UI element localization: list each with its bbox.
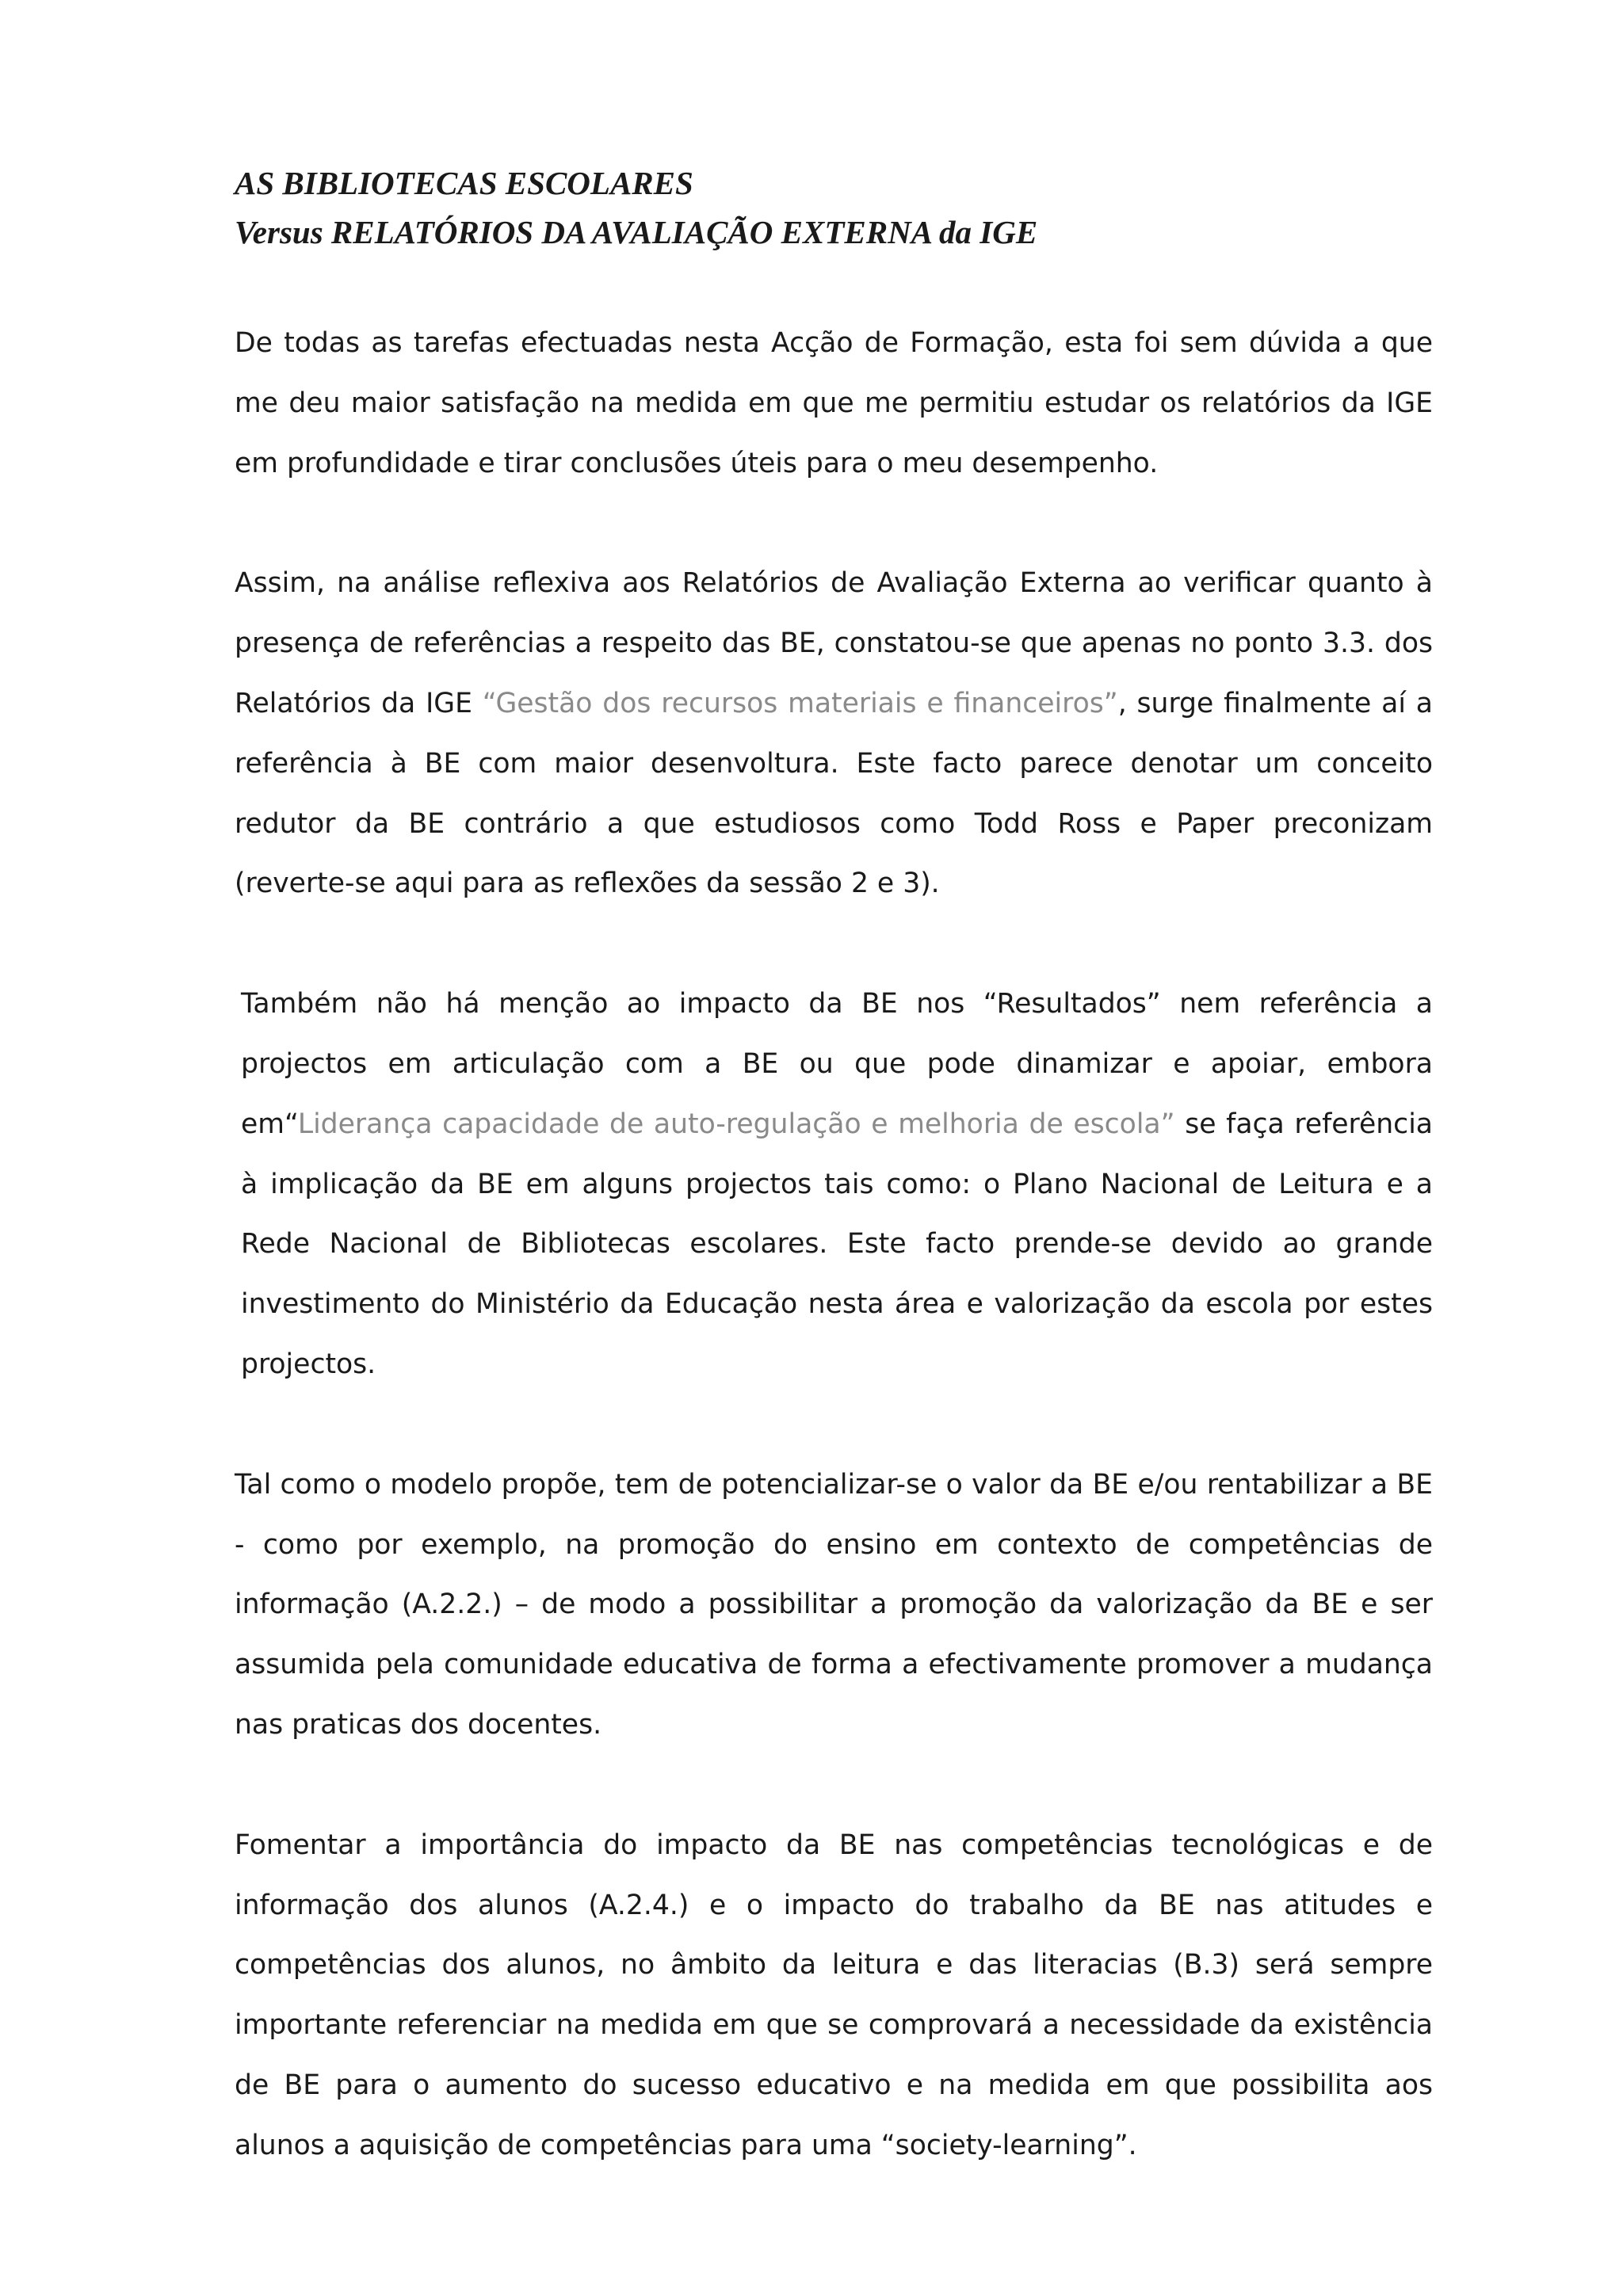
- paragraph-3-text-end: se faça referência à implicação da BE em alguns projectos tais como: o Plano Nacional de Leitura e a Rede Nacional de Bibliotecas escolares. Este facto prende-se devido ao grande investimento do Ministério da Educação nesta área e valorização da escola por estes projectos.: [241, 1108, 1433, 1380]
- paragraph-2: [235, 554, 1433, 914]
- paragraph-5: Fomentar a importância do impacto da BE nas competências tecnológicas e de informação dos alunos (A.2.4.) e o impacto do trabalho da BE nas atitudes e competências dos alunos, no âmbito da leitura e das literacias (B.3) será sempre importante referenciar na medida em que se comprovará a necessidade da existência de BE para o aumento do sucesso educativo e na medida em que possibilita aos alunos a aquisição de competências para uma “society-learning”.: [235, 1829, 1433, 2161]
- document-page: [235, 158, 1433, 2237]
- document-body: [235, 314, 1433, 2176]
- document-title: [235, 158, 1433, 257]
- paragraph-3: [235, 974, 1433, 1395]
- quoted-leadership-title: Liderança capacidade de auto-regulação e melhoria de escola”: [297, 1108, 1175, 1140]
- title-line-1: AS BIBLIOTECAS ESCOLARES: [235, 165, 693, 201]
- title-line-2: Versus RELATÓRIOS DA AVALIAÇÃO EXTERNA da IGE: [235, 214, 1038, 250]
- paragraph-1: De todas as tarefas efectuadas nesta Acção de Formação, esta foi sem dúvida a que me deu maior satisfação na medida em que me permitiu estudar os relatórios da IGE em profundidade e tirar conclusões úteis para o meu desempenho.: [235, 327, 1433, 479]
- paragraph-4: Tal como o modelo propõe, tem de potencializar-se o valor da BE e/ou rentabilizar a BE - como por exemplo, na promoção do ensino em contexto de competências de informação (A.2.2.) – de modo a possibilitar a promoção da valorização da BE e ser assumida pela comunidade educativa de forma a efectivamente promover a mudança nas praticas dos docentes.: [235, 1468, 1433, 1741]
- quoted-section-title: “Gestão dos recursos materiais e financeiros”: [482, 687, 1118, 719]
- paragraph-3-text-start: Também não há menção ao impacto da BE nos “Resultados” nem referência a projectos em articulação com a BE ou que pode dinamizar e apoiar, embora em“: [241, 988, 1433, 1140]
- paragraph-2-text-start: Assim, na análise reflexiva aos Relatórios de Avaliação Externa ao verificar quanto à presença de referências a respeito das BE, constatou-se que apenas no ponto 3.3. dos Relatórios da IGE: [235, 567, 1433, 719]
- paragraph-2-text-end: , surge finalmente aí a referência à BE com maior desenvoltura. Este facto parece denotar um conceito redutor da BE contrário a que estudiosos como Todd Ross e Paper preconizam (reverte-se aqui para as reflexões da sessão 2 e 3).: [235, 687, 1433, 900]
